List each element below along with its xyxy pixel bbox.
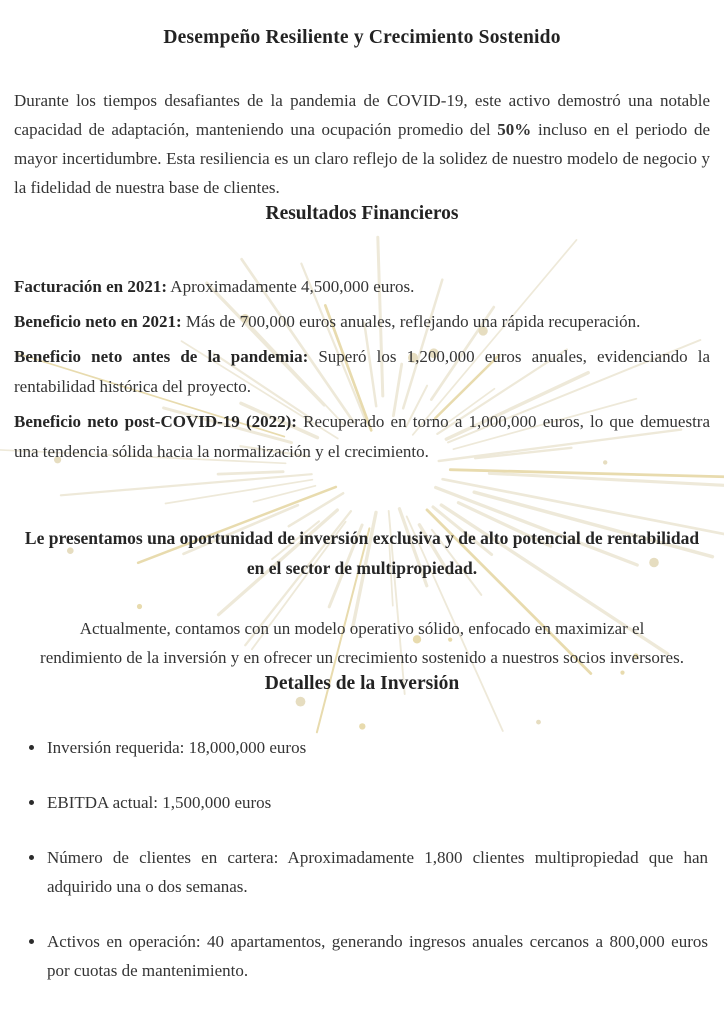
operating-model-paragraph: Actualmente, contamos con un modelo operativo sólido, enfocado en maximizar el rendimiento de la inversión y en ofrecer un crecimiento sostenido a nuestros socios inversores. <box>40 619 684 667</box>
investment-details-list <box>14 733 710 985</box>
financial-item-label: Beneficio neto post-COVID-19 (2022): <box>14 412 297 431</box>
financial-item-label: Facturación en 2021: <box>14 277 167 296</box>
list-item <box>14 733 710 762</box>
investment-statement: Le presentamos una oportunidad de inversión exclusiva y de alto potencial de rentabilidad en el sector de multipropiedad. <box>24 528 700 578</box>
financial-results-list <box>14 272 710 467</box>
intro-text-before: Durante los tiempos desafiantes de la pandemia de COVID-19, este activo demostró una notable capacidad de adaptación, manteniendo una ocupación promedio del <box>14 91 710 139</box>
bullet-icon <box>29 939 34 944</box>
list-item-text: Activos en operación: 40 apartamentos, generando ingresos anuales cercanos a 800,000 euros por cuotas de mantenimiento. <box>47 932 708 980</box>
section-heading-financial-results: Resultados Financieros <box>265 203 459 224</box>
list-item-text: EBITDA actual: 1,500,000 euros <box>47 793 272 812</box>
financial-item-text: Más de 700,000 euros anuales, reflejando una rápida recuperación. <box>181 312 641 331</box>
financial-item-text: Aproximadamente 4,500,000 euros. <box>166 277 415 296</box>
financial-item-label: Beneficio neto en 2021: <box>14 312 182 331</box>
financial-item-text: Superó los 1,200,000 euros anuales, evidenciando la rentabilidad histórica del proyecto. <box>14 347 710 396</box>
bullet-icon <box>29 745 34 750</box>
intro-text-after: incluso en el periodo de mayor incertidumbre. Esta resiliencia es un claro reflejo de la solidez de nuestro modelo de negocio y la fidelidad de nuestra base de clientes. <box>14 120 710 197</box>
financial-item <box>14 407 710 467</box>
financial-item <box>14 307 710 337</box>
list-item <box>14 927 710 985</box>
bullet-icon <box>29 855 34 860</box>
list-item <box>14 843 710 901</box>
list-item <box>14 788 710 817</box>
financial-item <box>14 342 710 402</box>
financial-item <box>14 272 710 302</box>
intro-highlight-occupancy: 50% <box>497 120 532 139</box>
financial-item-text: Recuperado en torno a 1,000,000 euros, lo que demuestra una tendencia sólida hacia la normalización y el crecimiento. <box>14 412 711 461</box>
section-heading-investment-details: Detalles de la Inversión <box>264 673 460 694</box>
page-title: Desempeño Resiliente y Crecimiento Sostenido <box>163 27 561 48</box>
intro-paragraph <box>14 86 710 202</box>
list-item-text: Inversión requerida: 18,000,000 euros <box>47 738 307 757</box>
bullet-icon <box>29 800 34 805</box>
list-item-text: Número de clientes en cartera: Aproximadamente 1,800 clientes multipropiedad que han adquirido una o dos semanas. <box>47 848 708 896</box>
financial-item-label: Beneficio neto antes de la pandemia: <box>14 347 309 366</box>
